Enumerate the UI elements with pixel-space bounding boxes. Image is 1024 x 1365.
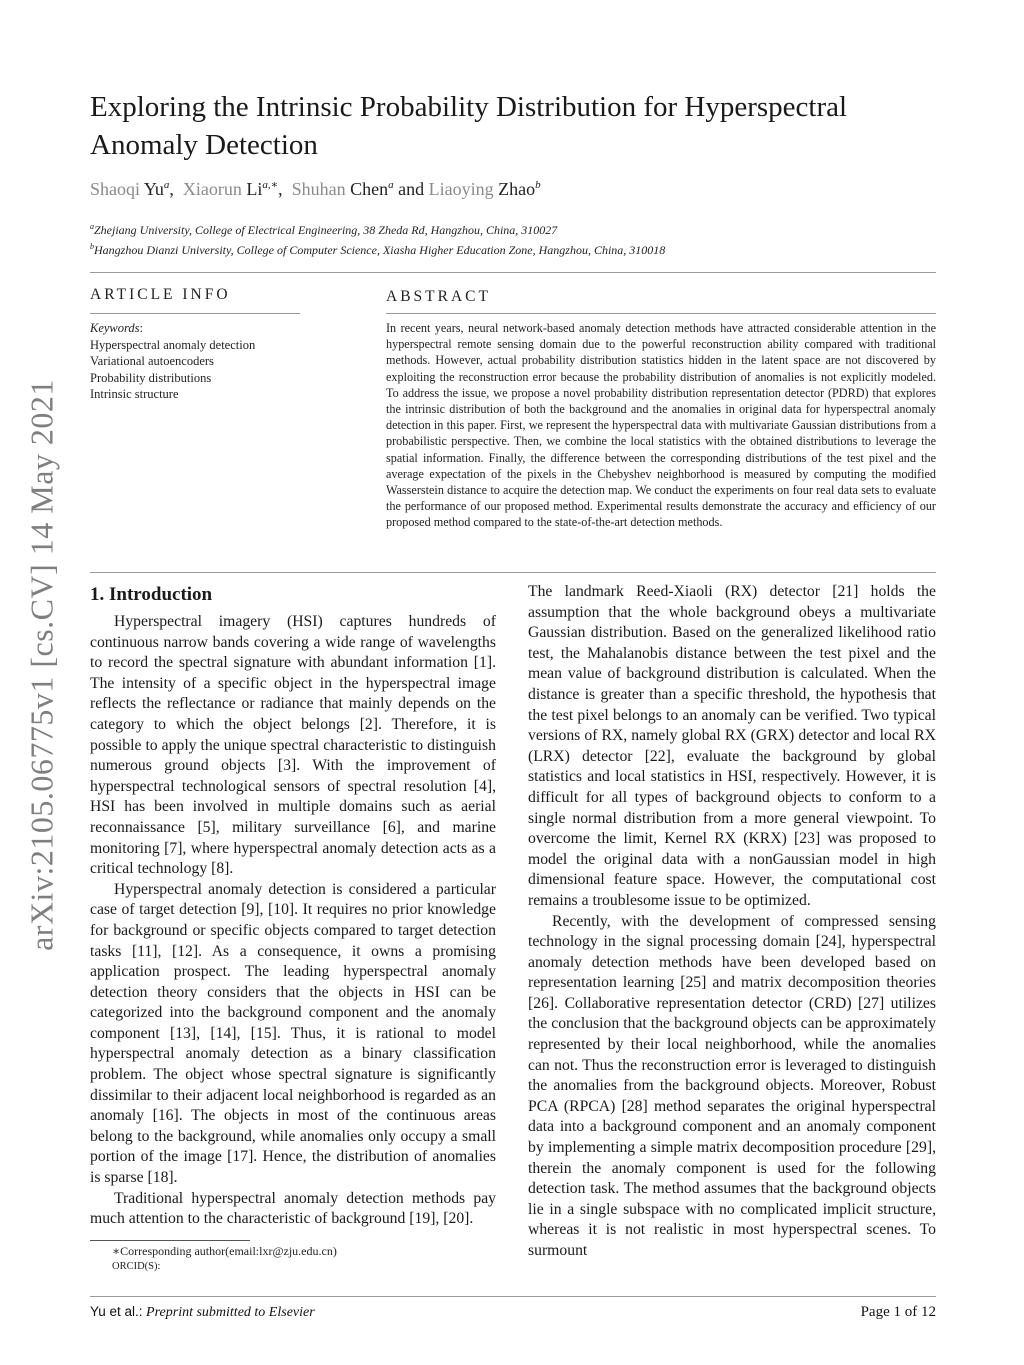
footnotes xyxy=(112,1243,337,1275)
footer-venue: Preprint submitted to Elsevier xyxy=(146,1305,315,1320)
arxiv-id: arXiv:2105.06775v1 [cs.CV] 14 May 2021 xyxy=(23,379,60,951)
footnote-rule xyxy=(90,1240,250,1241)
abstract-heading: ABSTRACT xyxy=(386,288,491,305)
footer-authors: Yu et al.: xyxy=(90,1304,143,1319)
divider xyxy=(90,572,936,573)
paragraph: Hyperspectral imagery (HSI) captures hundreds of continuous narrow bands covering a wide range of wavelengths to record the spectral signature with abundant information [1]. The intensity of a specific object in the hyperspectral image reflects the reflectance or radiance that mainly depends on the category to which the object belongs [2]. Therefore, it is possible to apply the unique spectral characteristic to distinguish numerous ground objects [3]. With the improvement of hyperspectral technological sensors of spectral resolution [4], HSI has been involved in multiple domains such as aerial reconnaissance [5], military surveillance [6], and marine monitoring [7], where hyperspectral anomaly detection acts as a critical technology [8]. xyxy=(90,613,496,878)
divider xyxy=(90,272,936,273)
keyword: Probability distributions xyxy=(90,370,212,385)
paragraph: The landmark Reed-Xiaoli (RX) detector [21] holds the assumption that the whole background obeys a multivariate Gaussian distribution. Based on the generalized likelihood ratio test, the Mahalanobis distance between the test pixel and the mean value of background distribution is calculated. When the distance is greater than a specific threshold, the hypothesis that the test pixel belongs to an anomaly can be verified. Two typical versions of RX, namely global RX (GRX) detector and local RX (LRX) detector [22], evaluate the background by global statistics and local statistics in HSI, respectively. However, it is difficult for all types of background objects to conform to a single normal distribution from a more general viewpoint. To overcome the limit, Kernel RX (KRX) [23] was proposed to model the original data with a nonGaussian model in high dimensional feature space. However, the computational cost remains a troublesome issue to be optimized. xyxy=(528,583,936,909)
author-family: Li xyxy=(246,179,263,199)
author-list: Shaoqi Yu$^a$, Xiaorun $Li^{a,∗}$, Shuhan Chen$^a$ and Liaoying Zhao$^b$ xyxy=(90,179,541,199)
footnote-corresponding: ∗Corresponding author(email:lxr@zju.edu.cn) xyxy=(112,1244,337,1258)
keyword: Intrinsic structure xyxy=(90,387,179,401)
keywords-block: Keywords: Hyperspectral anomaly detection Variational autoencoders Probability distributions Intrinsic structure xyxy=(90,320,300,403)
author-sup: b xyxy=(535,179,541,191)
author-given: Xiaorun xyxy=(182,179,242,199)
page-footer xyxy=(90,1304,936,1321)
paper-title: Exploring the Intrinsic Probability Distribution for Hyperspectral Anomaly Detection xyxy=(90,91,848,161)
author-sup: a xyxy=(388,179,394,191)
divider xyxy=(386,313,936,314)
section-heading: 1. Introduction xyxy=(90,584,213,605)
affiliation: $^b$Hangzhou Dianzi University, College of Computer Science, Xiasha Higher Education Zone, Hangzhou, China, 310018 xyxy=(90,242,666,257)
author-family: Zhao xyxy=(498,179,536,199)
author-given: Shaoqi xyxy=(90,179,141,199)
affiliation: $^a$Zhejiang University, College of Electrical Engineering, 38 Zheda Rd, Hangzhou, China, 310027 xyxy=(90,222,558,237)
keywords-label: Keywords xyxy=(90,321,140,335)
paragraph: Recently, with the development of compressed sensing technology in the signal processing domain [24], hyperspectral anomaly detection methods have been developed based on representation learning [25] and matrix decomposition theories [26]. Collaborative representation detector (CRD) [27] utilizes the conclusion that the background objects can be approximately represented by their local neighborhood, while the anomalies can not. Thus the reconstruction error is leveraged to distinguish the anomalies from the background objects. Moreover, Robust PCA (RPCA) [28] method separates the original hyperspectral data into a background component and an anomaly component by implementing a simple matrix decomposition procedure [29], therein the anomaly component is used for the following detection task. The method assumes that the background objects lie in a single subspace with no complicated implicit structure, whereas it is not realistic in most hyperspectral scenes. To surmount xyxy=(528,912,936,1259)
author-and: and xyxy=(398,179,425,199)
page-number: Page 1 of 12 xyxy=(860,1304,936,1320)
author-sup: a xyxy=(163,179,170,191)
paragraph: Hyperspectral anomaly detection is considered a particular case of target detection [9], [10]. It requires no prior knowledge for background or specific objects compared to target detection tasks [11], [12]. As a consequence, it owns a promising application prospect. The leading hyperspectral anomaly detection theory considers that the objects in HSI can be categorized into the background component and the anomaly component [13], [14], [15]. Thus, it is rational to model hyperspectral anomaly detection as a binary classification problem. The object whose spectral signature is significantly dissimilar to their adjacent local neighborhood is regarded as an anomaly [16]. The objects in most of the continuous areas belong to the background, while anomalies only occupy a small portion of the image [17]. Hence, the distribution of anomalies is sparse [18]. xyxy=(90,880,496,1187)
footnote-orcid: ORCID(S): xyxy=(112,1261,161,1272)
left-column xyxy=(90,582,496,1230)
author-sup: a,∗ xyxy=(262,179,279,191)
author-given: Liaoying xyxy=(428,179,494,199)
author-given: Shuhan xyxy=(291,179,346,199)
right-column xyxy=(528,582,936,1262)
paragraph: Traditional hyperspectral anomaly detection methods pay much attention to the characteristic of background [19], [20]. xyxy=(90,1189,496,1228)
arxiv-stamp xyxy=(12,360,72,970)
keyword: Hyperspectral anomaly detection xyxy=(90,337,256,352)
article-info-heading: ARTICLE INFO xyxy=(90,286,231,303)
abstract-text: In recent years, neural network-based anomaly detection methods have attracted considerable attention in the hyperspectral remote sensing domain due to the powerful reconstruction ability compared with traditional methods. However, actual probability distribution statistics hidden in the latent space are not discovered by exploiting the reconstruction error because the probability distribution of anomalies is not explicitly modeled. To address the issue, we propose a novel probability distribution representation detector (PDRD) that explores the intrinsic distribution of both the background and the anomalies in original data for hyperspectral anomaly detection in this paper. First, we represent the hyperspectral data with multivariate Gaussian distributions from a probabilistic perspective. Then, we combine the local statistics with the obtained distributions to leverage the spatial information. Finally, the difference between the corresponding distributions of the test pixel and the average expectation of the pixels in the Chebyshev neighborhood is measured by computing the modified Wasserstein distance to acquire the detection map. We conduct the experiments on four real data sets to evaluate the performance of our proposed method. Experimental results demonstrate the accuracy and efficiency of our proposed method compared to the state-of-the-art detection methods. xyxy=(386,321,936,530)
keyword: Variational autoencoders xyxy=(90,354,214,368)
footer-rule xyxy=(90,1296,936,1297)
author-family: Yu xyxy=(143,179,164,199)
author-family: Chen xyxy=(350,179,389,199)
divider xyxy=(90,313,300,314)
